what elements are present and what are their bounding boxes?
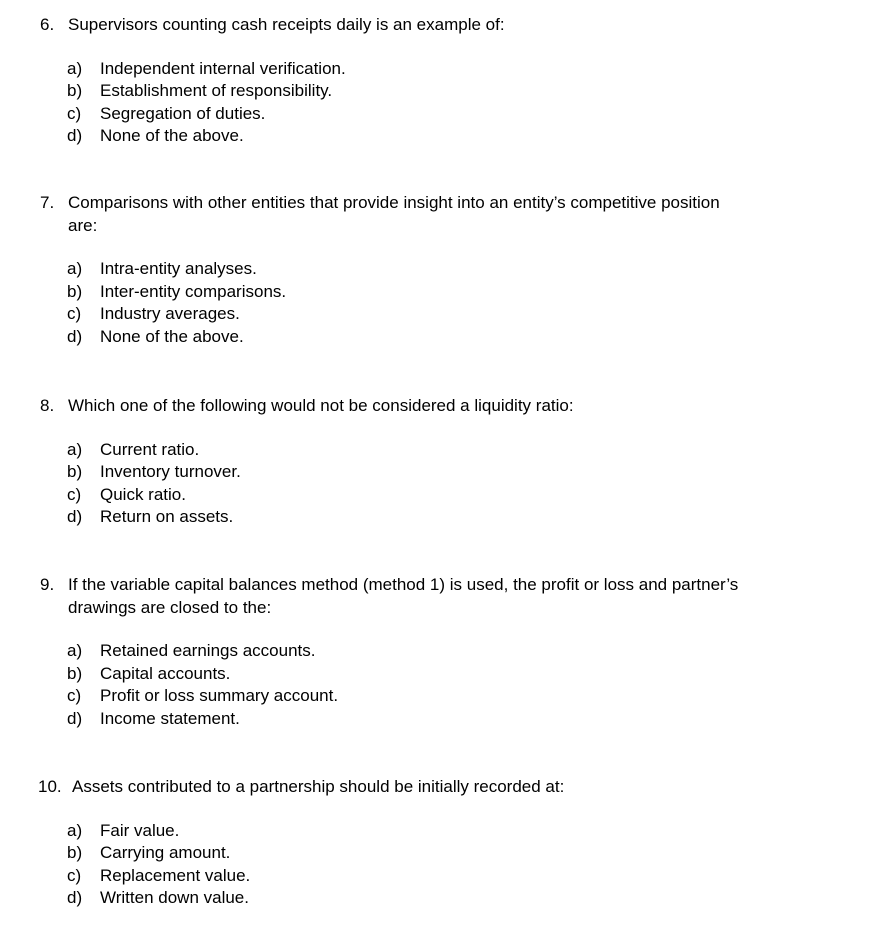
option-text: Return on assets. [100, 507, 234, 526]
question-text: Comparisons with other entities that provide insight into an entity’s competitive position [68, 193, 720, 212]
answer-option [0, 820, 889, 843]
option-text: Profit or loss summary account. [100, 686, 339, 705]
option-text: None of the above. [100, 126, 244, 145]
answer-option [0, 865, 889, 888]
option-text: Independent internal verification. [100, 58, 346, 78]
question-block [0, 776, 889, 910]
answer-option [0, 58, 889, 81]
question-text: If the variable capital balances method (method 1) is used, the profit or loss and partner’s [68, 575, 739, 594]
answer-option [0, 326, 889, 349]
option-text: Industry averages. [100, 304, 240, 323]
answer-options [0, 820, 889, 910]
answer-option [0, 281, 889, 304]
option-text: Retained earnings accounts. [100, 641, 316, 660]
option-text: Inventory turnover. [100, 462, 241, 481]
option-text: Capital accounts. [100, 663, 231, 683]
answer-options [0, 640, 889, 730]
answer-option [0, 663, 889, 686]
answer-option [0, 461, 889, 484]
question-text: Assets contributed to a partnership should be initially recorded at: [72, 777, 565, 796]
option-text: Carrying amount. [100, 843, 231, 862]
question-text: are: [68, 215, 98, 235]
option-letter: b) [67, 663, 83, 683]
answer-option [0, 439, 889, 462]
option-letter: a) [67, 58, 83, 78]
question-block [0, 574, 889, 730]
option-text: Quick ratio. [100, 484, 186, 504]
answer-option [0, 640, 889, 663]
option-letter: d) [67, 126, 83, 145]
question-text: drawings are closed to the: [68, 597, 272, 617]
option-letter: d) [67, 708, 83, 728]
question-line [0, 215, 889, 238]
answer-options [0, 258, 889, 348]
option-text: Segregation of duties. [100, 103, 266, 123]
option-letter: a) [67, 259, 83, 278]
question-line [0, 574, 889, 597]
option-letter: b) [67, 81, 83, 100]
option-letter: b) [67, 281, 83, 301]
question-number: 10. [38, 777, 62, 796]
answer-option [0, 685, 889, 708]
question-number: 6. [40, 15, 55, 34]
option-letter: c) [67, 304, 82, 323]
answer-option [0, 80, 889, 103]
option-text: Current ratio. [100, 439, 200, 459]
answer-option [0, 887, 889, 910]
question-line [0, 14, 889, 37]
question-number: 9. [40, 575, 55, 594]
answer-option [0, 506, 889, 529]
option-text: Income statement. [100, 708, 240, 728]
option-text: None of the above. [100, 326, 244, 346]
answer-options [0, 58, 889, 148]
question-line [0, 776, 889, 799]
answer-option [0, 103, 889, 126]
option-letter: b) [67, 843, 83, 862]
question-line [0, 192, 889, 215]
option-text: Inter-entity comparisons. [100, 281, 287, 301]
option-letter: a) [67, 820, 83, 840]
option-letter: c) [67, 484, 82, 504]
question-block [0, 192, 889, 348]
option-letter: c) [67, 103, 82, 123]
answer-options [0, 439, 889, 529]
option-text: Fair value. [100, 820, 180, 840]
option-text: Replacement value. [100, 865, 251, 885]
option-letter: d) [67, 326, 83, 346]
question-number: 8. [40, 396, 55, 415]
option-letter: a) [67, 439, 83, 459]
answer-option [0, 125, 889, 148]
option-letter: b) [67, 462, 83, 481]
option-text: Written down value. [100, 888, 249, 907]
question-block [0, 14, 889, 148]
question-text: Which one of the following would not be considered a liquidity ratio: [68, 396, 574, 415]
answer-option [0, 484, 889, 507]
option-letter: d) [67, 507, 83, 526]
option-letter: c) [67, 686, 82, 705]
option-letter: a) [67, 641, 83, 660]
answer-option [0, 842, 889, 865]
answer-option [0, 303, 889, 326]
answer-option [0, 708, 889, 731]
option-text: Establishment of responsibility. [100, 81, 333, 100]
answer-option [0, 258, 889, 281]
question-text: Supervisors counting cash receipts daily is an example of: [68, 15, 505, 34]
option-text: Intra-entity analyses. [100, 259, 257, 278]
question-number: 7. [40, 193, 55, 212]
question-line [0, 597, 889, 620]
option-letter: c) [67, 865, 82, 885]
option-letter: d) [67, 888, 83, 907]
question-line [0, 395, 889, 418]
question-block [0, 395, 889, 529]
